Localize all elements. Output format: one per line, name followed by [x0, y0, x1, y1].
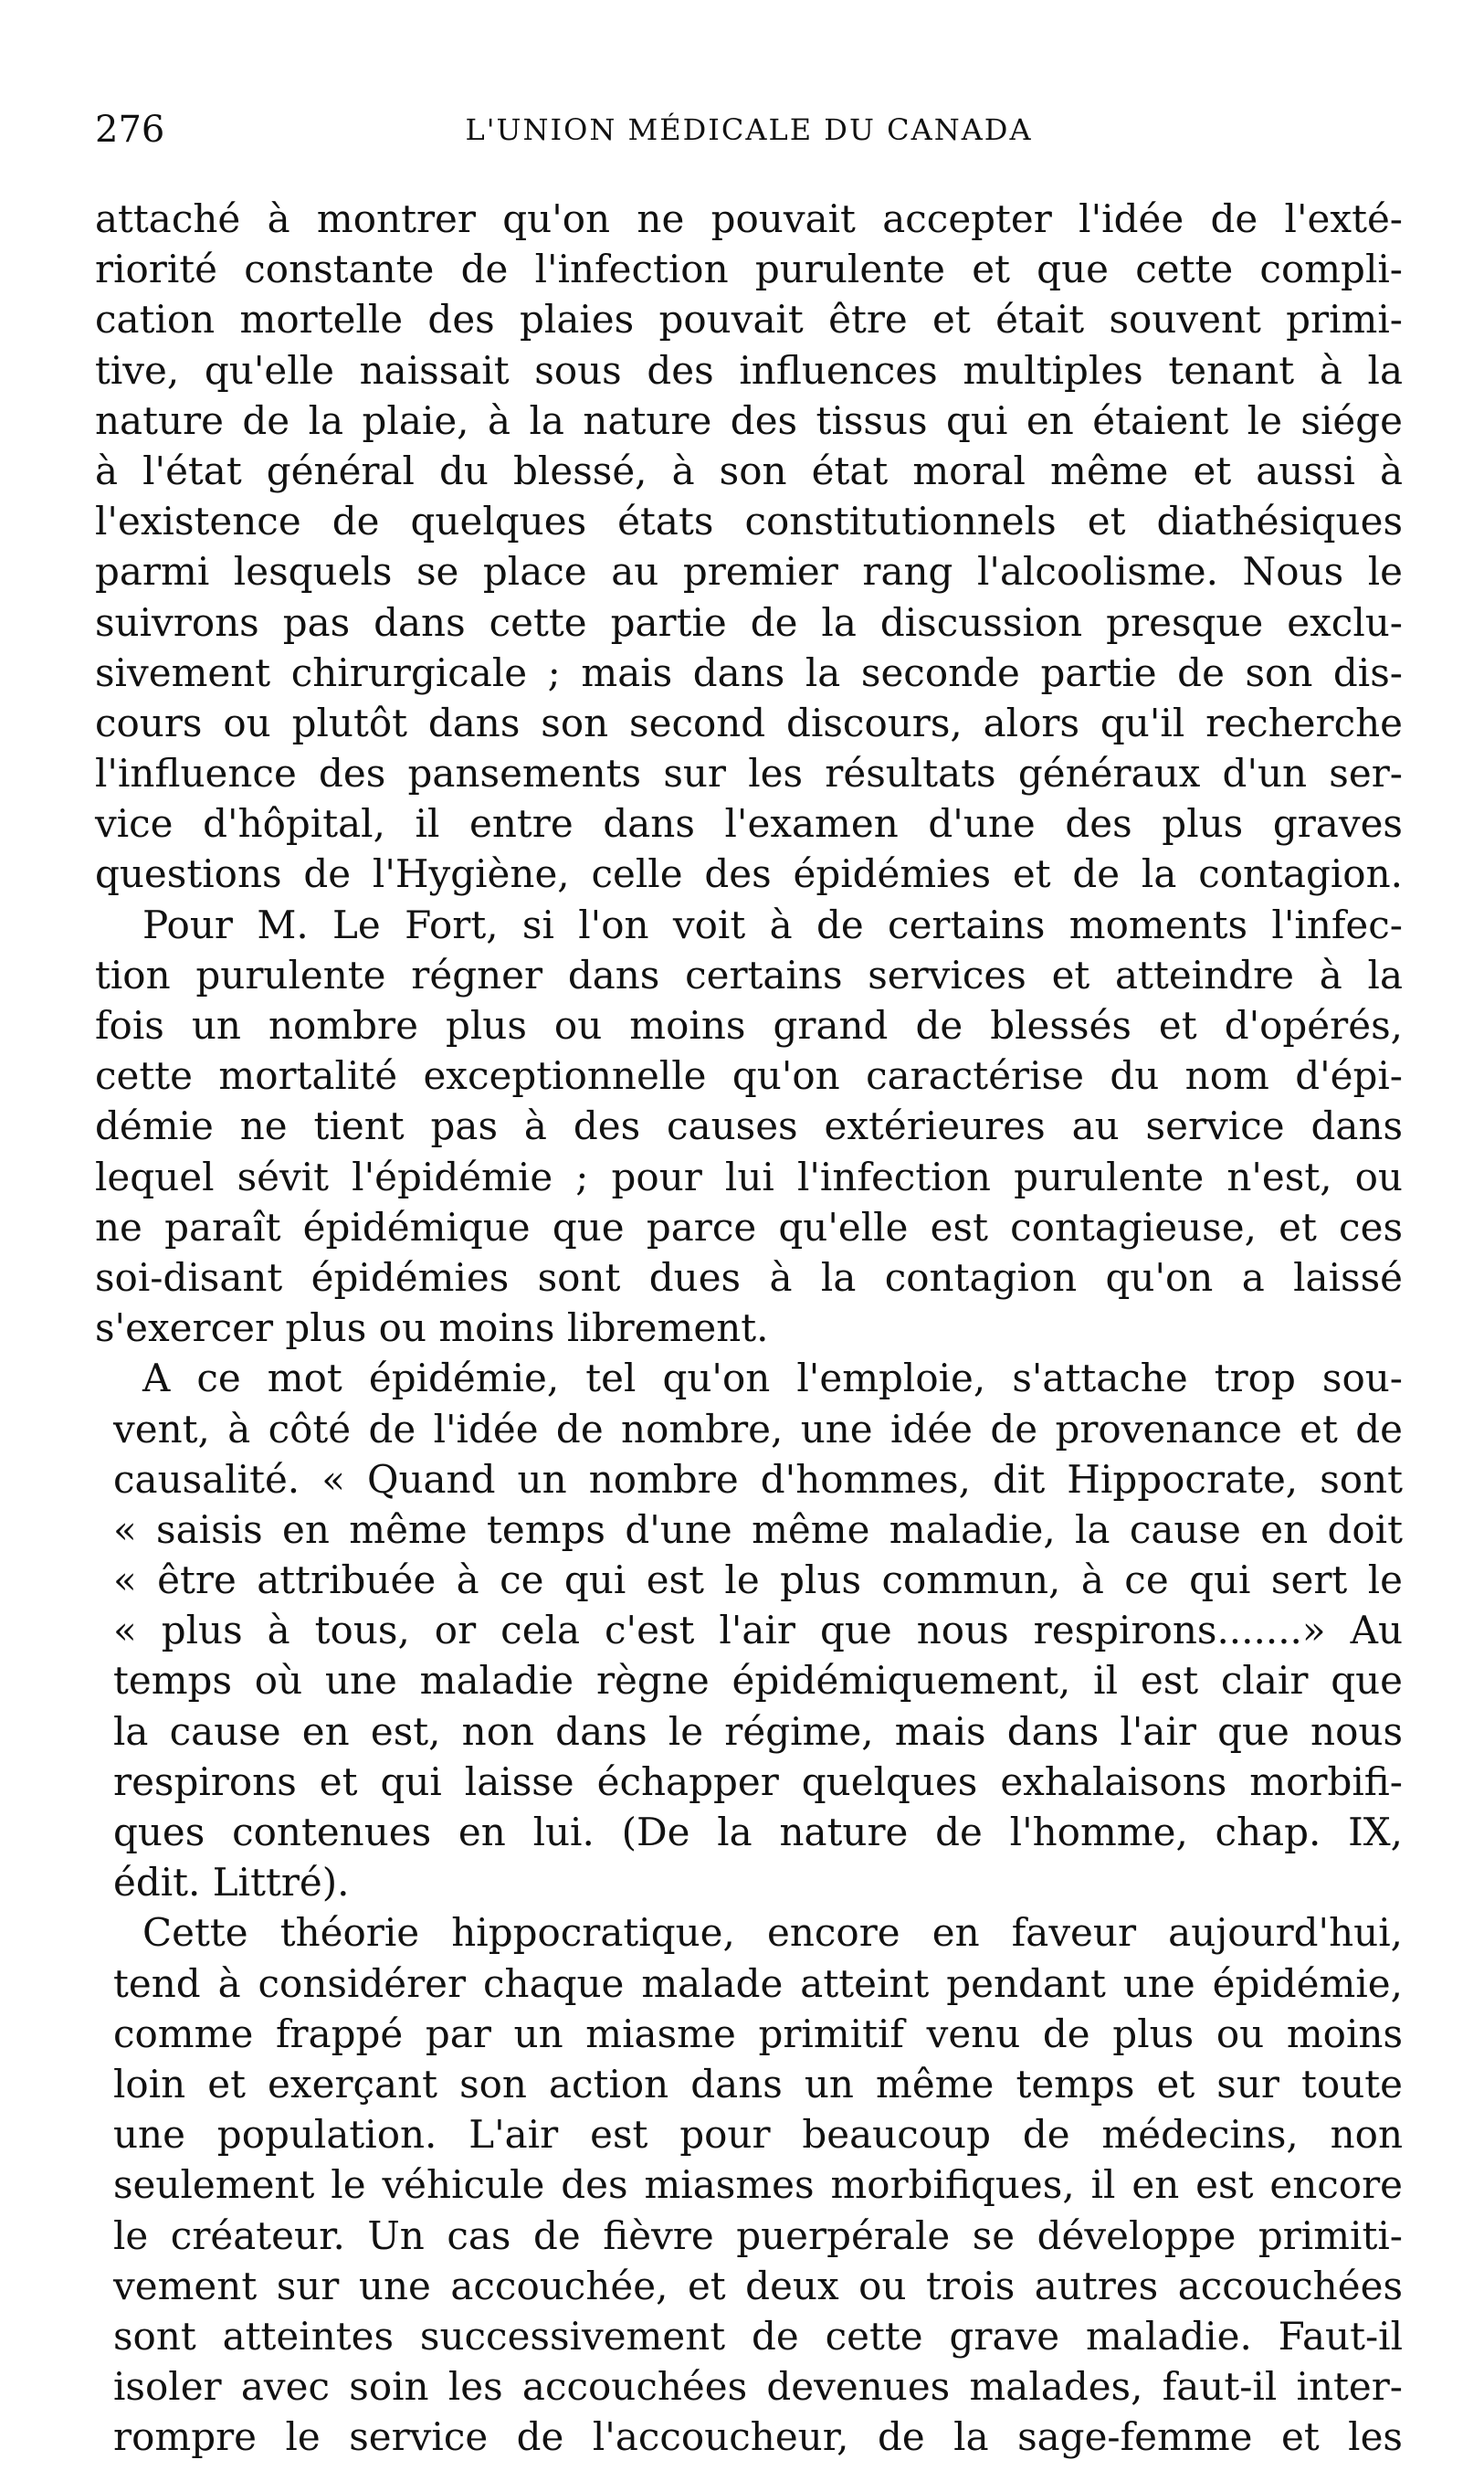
text-line: tive, qu'elle naissait sous des influences multiples tenant à la: [95, 347, 1403, 393]
text-line: cette mortalité exceptionnelle qu'on caractérise du nom d'épi-: [95, 1053, 1403, 1099]
text-line: ques contenues en lui. (De la nature de l'homme, chap. IX,: [113, 1810, 1403, 1854]
text-line: le créateur. Un cas de fièvre puerpérale se développe primiti-: [113, 2212, 1403, 2258]
text-line: nature de la plaie, à la nature des tissus qui en étaient le siége: [95, 397, 1403, 443]
paragraph-start-line: Cette théorie hippocratique, encore en faveur aujourd'hui,: [142, 1910, 1403, 1956]
text-line: suivrons pas dans cette partie de la discussion presque exclu-: [95, 599, 1403, 645]
text-line: cation mortelle des plaies pouvait être et était souvent primi-: [95, 297, 1403, 343]
text-line: cours ou plutôt dans son second discours, alors qu'il recherche: [95, 700, 1403, 745]
text-line: causalité. « Quand un nombre d'hommes, dit Hippocrate, sont: [113, 1456, 1403, 1502]
text-line: l'existence de quelques états constitutionnels et diathésiques: [95, 499, 1403, 544]
text-line: tion purulente régner dans certains services et atteindre à la: [95, 952, 1403, 998]
text-line: vent, à côté de l'idée de nombre, une idée de provenance et de: [113, 1406, 1403, 1452]
text-line: à l'état général du blessé, à son état moral même et aussi à: [95, 448, 1403, 493]
paragraph-end-line: s'exercer plus ou moins librement.: [95, 1305, 769, 1351]
text-line: soi-disant épidémies sont dues à la contagion qu'on a laissé: [95, 1254, 1403, 1300]
text-line: comme frappé par un miasme primitif venu de plus ou moins: [113, 2011, 1403, 2056]
text-line: ne paraît épidémique que parce qu'elle est contagieuse, et ces: [95, 1204, 1403, 1250]
running-head: [95, 102, 1403, 157]
text-line: sivement chirurgicale ; mais dans la seconde partie de son dis-: [95, 649, 1403, 695]
text-line: « saisis en même temps d'une même maladie, la cause en doit: [113, 1506, 1403, 1552]
paragraph-end-line: édit. Littré).: [113, 1860, 350, 1906]
text-line: « plus à tous, or cela c'est l'air que nous respirons.......» Au: [113, 1608, 1403, 1653]
text-line: vement sur une accouchée, et deux ou trois autres accouchées: [113, 2263, 1403, 2308]
text-line: la cause en est, non dans le régime, mais dans l'air que nous: [113, 1708, 1403, 1754]
text-line: fois un nombre plus ou moins grand de blessés et d'opérés,: [95, 1003, 1403, 1048]
text-line: rompre le service de l'accoucheur, de la sage-femme et les: [113, 2414, 1403, 2460]
text-line: respirons et qui laisse échapper quelques exhalaisons morbifi-: [113, 1758, 1403, 1804]
text-line: riorité constante de l'infection purulente et que cette compli-: [95, 247, 1403, 292]
text-line: une population. L'air est pour beaucoup de médecins, non: [113, 2112, 1403, 2158]
text-line: démie ne tient pas à des causes extérieures au service dans: [95, 1103, 1403, 1149]
text-line: questions de l'Hygiène, celle des épidémies et de la contagion.: [95, 851, 1403, 897]
text-line: temps où une maladie règne épidémiquement, il est clair que: [113, 1658, 1403, 1704]
text-line: isoler avec soin les accouchées devenues malades, faut-il inter-: [113, 2364, 1403, 2410]
text-line: l'influence des pansements sur les résultats généraux d'un ser-: [95, 751, 1403, 797]
text-line: tend à considérer chaque malade atteint pendant une épidémie,: [113, 1960, 1403, 2006]
text-line: vice d'hôpital, il entre dans l'examen d'une des plus graves: [95, 801, 1403, 847]
text-line: attaché à montrer qu'on ne pouvait accepter l'idée de l'exté-: [95, 196, 1403, 241]
text-line: seulement le véhicule des miasmes morbifiques, il en est encore: [113, 2162, 1403, 2208]
paragraph-start-line: A ce mot épidémie, tel qu'on l'emploie, s'attache trop sou-: [142, 1356, 1403, 1401]
book-page: [95, 102, 1403, 2462]
body-text: [95, 194, 1403, 2462]
text-line: loin et exerçant son action dans un même temps et sur toute: [113, 2061, 1403, 2106]
text-line: parmi lesquels se place au premier rang l'alcoolisme. Nous le: [95, 549, 1403, 595]
page-number: 276: [95, 109, 165, 151]
text-line: « être attribuée à ce qui est le plus commun, à ce qui sert le: [113, 1557, 1403, 1603]
journal-title: L'UNION MÉDICALE DU CANADA: [465, 112, 1033, 147]
text-line: sont atteintes successivement de cette grave maladie. Faut-il: [113, 2313, 1403, 2359]
paragraph-start-line: Pour M. Le Fort, si l'on voit à de certains moments l'infec-: [142, 902, 1403, 947]
text-line: lequel sévit l'épidémie ; pour lui l'infection purulente n'est, ou: [95, 1154, 1403, 1199]
